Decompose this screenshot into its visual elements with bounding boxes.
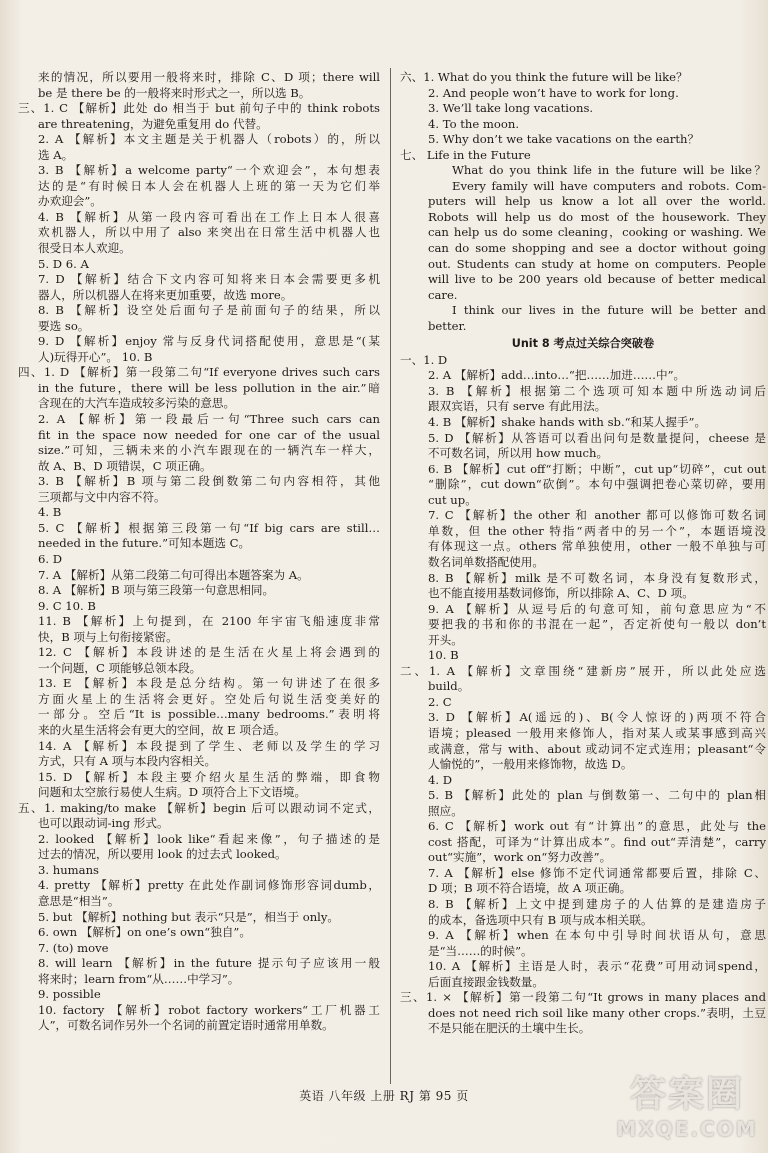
left-column [18, 70, 380, 1034]
answer-line: D 项；B 项不符合语境，故 A 项正确。 [428, 881, 632, 896]
answer-line: 三项都与文中内容不符。 [38, 489, 166, 504]
answer-line: 8. B 【解析】设空处后面句子是前面句子的结果，所以 [38, 303, 380, 318]
answer-line: 9. A 【解析】when 在本句中引导时间状语从句，意思 [428, 928, 766, 943]
answer-line: 6. C 【解析】work out 有“计算出”的意思，此处与 the [428, 819, 766, 834]
answer-line: 数名词单数搭配使用。 [428, 554, 544, 569]
answer-line: 13. E 【解析】本段是总分结构。第一句讲述了在很多 [38, 676, 380, 691]
answer-line: 5. D 【解析】从答语可以看出问句是数量提问，cheese 是 [428, 430, 766, 445]
answer-line: 器人，所以机器人在将来更加重要，故选 more。 [38, 287, 293, 302]
answer-line: cost 搭配，可译为“计算出成本”。find out“弄清楚”，carry [428, 834, 766, 849]
answer-line: 4. B [38, 505, 62, 520]
answer-line: 15. D 【解析】本段主要介绍火星生活的弊端，即食物 [38, 769, 380, 784]
answer-line: 2. A 【解析】本文主题是关于机器人（robots）的，所以 [38, 132, 380, 147]
answer-line: 5. C 【解析】根据第三段第一句“If big cars are still… [38, 520, 380, 535]
answer-line: 问题和太空旅行易使人生病。D 项符合上下文语境。 [38, 785, 307, 800]
answer-line: 跟双宾语，只有 serve 有此用法。 [428, 399, 607, 414]
answer-line: 14. A 【解析】本段提到了学生、老师以及学生的学习 [38, 738, 380, 753]
answer-line: 4. To the moon. [428, 116, 520, 131]
answer-line: 很受日本人欢迎。 [38, 241, 131, 256]
answer-line: 人”，可数名词作另外一个名词的前置定语时通常用单数。 [38, 1018, 334, 1033]
answer-line: 单数，但 the other 特指“两者中的另一个”，本题语境没 [428, 523, 766, 538]
answer-line: 五、1. making/to make 【解析】begin 后可以跟动词不定式， [18, 800, 380, 815]
answer-line: in the future，there will be less pollution in the air.”暗 [38, 380, 380, 395]
answer-line: 4. B 【解析】shake hands with sb.“和某人握手”。 [428, 415, 707, 430]
column-divider [390, 68, 391, 1084]
answer-line: 是“当……的时候”。 [428, 943, 533, 958]
answer-line: needed in the future.”可知本题选 C。 [38, 536, 251, 551]
answer-line: 3. We’ll take long vacations. [428, 101, 594, 116]
answer-line: “删除”，cut down“砍倒”。本句中强调把卷心菜切碎，要用 [428, 477, 766, 492]
answer-line: 7. D 【解析】结合下文内容可知将来日本会需要更多机 [38, 272, 380, 287]
answer-line: 或满意，常与 with、about 或动词不定式连用；pleasant“令 [428, 741, 766, 756]
answer-line: build。 [428, 679, 470, 694]
answer-line: 后面直接跟金钱数量。 [428, 974, 544, 989]
answer-line: cut up。 [428, 492, 477, 507]
answer-line: 10. factory 【解析】robot factory workers“工厂机器工 [38, 1002, 380, 1017]
answer-line: 6. own 【解析】on one’s own“独自”。 [38, 925, 251, 940]
answer-line: can help us do some cleaning，cooking or washing. We [428, 225, 766, 240]
answer-line: out“实施”，work on“努力改善”。 [428, 850, 612, 865]
answer-line: 人愉悦的”，一般用来修饰物，故选 D。 [428, 757, 633, 772]
answer-line: 一个问题，C 项能够总领本段。 [38, 660, 202, 675]
right-column [400, 70, 766, 1037]
answer-line: 8. B 【解析】milk 是不可数名词，本身没有复数形式， [428, 570, 766, 585]
answer-line: Robots will help us do most of the housework. They [428, 209, 766, 224]
answer-line: 将来时；learn from“从……中学习”。 [38, 971, 240, 986]
answer-line: 不可数名词，所以用 how much。 [428, 446, 609, 461]
answer-line: 要选 so。 [38, 318, 90, 333]
answer-line: out. Students can study at home on computers. People [428, 256, 766, 271]
answer-line: 人)玩得开心”。 10. B [38, 349, 153, 364]
answer-line: 过去的情况，所以要用 look 的过去式 looked。 [38, 847, 287, 862]
answer-line: 一、1. D [400, 352, 448, 367]
answer-line: 方面火星上的生活将会更好。空处后句说生活变美好的 [38, 691, 380, 706]
answer-line: 6. D [38, 551, 63, 566]
answer-line: 七、 Life in the Future [400, 147, 531, 162]
unit-heading: Unit 8 考点过关综合突破卷 [511, 337, 655, 351]
answer-line: 语境；pleased 一般用来修饰人，指对某人或某事感到高兴 [428, 725, 766, 740]
answer-line: 达的是“有时候日本人会在机器人上班的第一天为它们举 [38, 178, 380, 193]
answer-line: 快，B 项与上句衔接紧密。 [38, 629, 178, 644]
answer-line: 开头。 [428, 632, 463, 647]
answer-line: 9. possible [38, 987, 101, 1002]
answer-line: 5. B 【解析】此处的 plan 与倒数第一、二句中的 plan相 [428, 788, 766, 803]
watermark-url: MXQE.COM [616, 1117, 758, 1141]
answer-line: fit in the space now needed for one car of the usual [38, 427, 380, 442]
answer-line: 5. Why don’t we take vacations on the earth？ [428, 132, 700, 147]
answer-line: 9. D 【解析】enjoy 常与反身代词搭配使用，意思是“(某 [38, 334, 380, 349]
answer-line: 有体现这一点。others 常单独使用，other 一般不单独与可 [428, 539, 766, 554]
answer-line: 故 A、B、D 项错误，C 项正确。 [38, 458, 212, 473]
answer-line: 含现在的大汽车造成较多污染的意思。 [38, 396, 236, 411]
answer-line: 三、1. C 【解析】此处 do 相当于 but 前句子中的 think robots [18, 101, 380, 116]
answer-line: 6. B 【解析】cut off“打断；中断”，cut up“切碎”，cut out [428, 461, 766, 476]
answer-line: 7. A 【解析】else 修饰不定代词通常都要后置，排除 C、 [428, 865, 766, 880]
answer-line: 9. C 10. B [38, 598, 96, 613]
answer-line: Every family will have computers and robots. Com- [452, 178, 766, 193]
answer-line: What do you think life in the future will be like？ [452, 163, 766, 178]
answer-line: 2. And people won’t have to work for long. [428, 85, 679, 100]
answer-line: 三、1. × 【解析】第一段第二句“It grows in many places and [400, 990, 766, 1005]
answer-line: better. [428, 318, 467, 333]
answer-line: size.”可知，三辆未来的小汽车跟现在的一辆汽车一样大， [38, 443, 380, 458]
page-footer: 英语 八年级 上册 RJ 第 95 页 [299, 1089, 469, 1103]
answer-line: 5. but 【解析】nothing but 表示“只是”，相当于 only。 [38, 909, 340, 924]
answer-line: 方式，只有 A 项与本段内容相关。 [38, 754, 217, 769]
answer-line: 8. A 【解析】B 项与第三段第一句意思相同。 [38, 583, 275, 598]
answer-line: 2. looked 【解析】look like“看起来像”，句子描述的是 [38, 831, 380, 846]
answer-line: 办欢迎会”。 [38, 194, 102, 209]
answer-line: 3. B 【解析】a welcome party“一个欢迎会”，本句想表 [38, 163, 380, 178]
answer-line: 也不能直接用基数词修饰，所以排除 A、C、D 项。 [428, 586, 694, 601]
answer-line: 四、1. D 【解析】第一段第二句“If everyone drives such cars [18, 365, 380, 380]
answer-line: 选 A。 [38, 147, 74, 162]
answer-line: 7. (to) move [38, 940, 109, 955]
answer-line: 4. pretty 【解析】pretty 在此处作副词修饰形容词dumb， [38, 878, 380, 893]
answer-line: does not need rich soil like many other crops.”表明，土豆 [428, 1005, 766, 1020]
answer-line: 7. A 【解析】从第二段第二句可得出本题答案为 A。 [38, 567, 309, 582]
answer-line: 2. A 【解析】add…into…“把……加进……中”。 [428, 368, 686, 383]
answer-line: 要把我的书和你的书混在一起”，否定祈使句一般以 don’t [428, 617, 766, 632]
answer-line: 3. B 【解析】根据第二个选项可知本题中所选动词后 [428, 383, 766, 398]
answer-line: 8. will learn 【解析】in the future 提示句子应该用一般 [38, 956, 380, 971]
answer-line: 10. A 【解析】主语是人时，表示“花费”可用动词spend， [428, 959, 766, 974]
answer-line: 3. B 【解析】B 项与第二段倒数第二句内容相符，其他 [38, 474, 380, 489]
answer-line: 的成本，备选项中只有 B 项与成本相关联。 [428, 912, 653, 927]
answer-line: 5. D 6. A [38, 256, 89, 271]
answer-line: 不是只能在肥沃的土壤中生长。 [428, 1021, 591, 1036]
answer-line: 10. B [428, 648, 459, 663]
answer-line: 意思是“相当”。 [38, 893, 120, 908]
answer-line: will live to be 200 years old because of better medical [428, 272, 766, 287]
answer-line: 来的情况，所以要用一般将来时，排除 C、D 项；there will [38, 70, 380, 84]
answer-line: 来的火星生活将会有更大的空间，故 E 项合适。 [38, 722, 286, 737]
answer-line: 4. D [428, 772, 453, 787]
answer-line: care. [428, 287, 458, 302]
answer-line: 12. C 【解析】本段讲述的是生活在火星上将会遇到的 [38, 645, 380, 660]
answer-line: 2. C [428, 694, 452, 709]
answer-line: 4. B 【解析】从第一段内容可看出在工作上日本人很喜 [38, 209, 380, 224]
answer-line: puters will help us know a lot all over the world. [428, 194, 766, 209]
answer-line: 照应。 [428, 803, 463, 818]
answer-line: 六、1. What do you think the future will be like？ [400, 70, 688, 84]
site-watermark [612, 1073, 762, 1149]
answer-line: are threatening，为避免重复用 do 代替。 [38, 116, 268, 131]
answer-line: 7. C 【解析】the other 和 another 都可以修饰可数名词 [428, 508, 766, 523]
answer-line: 3. D 【解析】A(遥远的)、B(令人惊讶的)两项不符合 [428, 710, 766, 725]
answer-line: can do some shopping and see a doctor without going [428, 241, 766, 256]
answer-line: 也可以跟动词-ing 形式。 [38, 816, 169, 831]
answer-line: 9. A 【解析】从逗号后的句意可知，前句意思应为“不 [428, 601, 766, 616]
answer-line: I think our lives in the future will be better and [452, 303, 766, 318]
answer-line: 8. B 【解析】上文中提到建房子的人估算的是建造房子 [428, 896, 766, 911]
answer-line: 11. B 【解析】上句提到，在 2100 年宇宙飞船速度非常 [38, 614, 380, 629]
answer-line: 3. humans [38, 862, 100, 877]
answer-line: 欢机器人，所以中用了 also 来突出在日常生活中机器人也 [38, 225, 380, 240]
watermark-logo-text: 答案圈 [629, 1074, 744, 1115]
answer-line: 2. A 【解析】第一段最后一句“Three such cars can [38, 412, 380, 427]
answer-line: 二、1. A 【解析】文章围绕“建新房”展开，所以此处应选 [400, 663, 766, 678]
answer-line: 一部分。空后“It is possible…many bedrooms.”表明将 [38, 707, 380, 722]
answer-line: be 是 there be 的一般将来时形式之一，所以选 B。 [38, 85, 311, 100]
